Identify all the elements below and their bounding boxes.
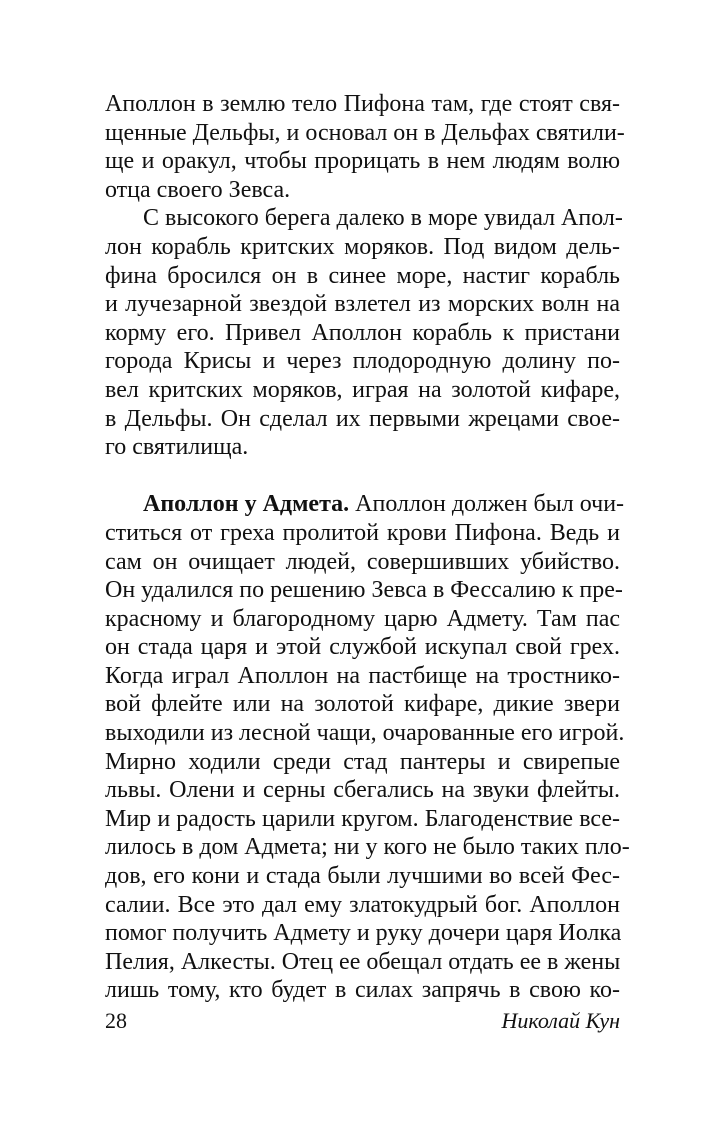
text-line: вой флейте или на золотой кифаре, дикие звери [105, 691, 620, 718]
text-line: Пелия, Алкесты. Отец ее обещал отдать ее в жены [105, 948, 621, 975]
text-line: фина бросился он в синее море, настиг корабль [105, 262, 620, 289]
paragraph-1 [105, 90, 625, 204]
section-gap [105, 462, 620, 491]
paragraph-2 [105, 204, 623, 461]
text-line: С высокого берега далеко в море увидал Апол- [143, 205, 623, 232]
text-line: корму его. Привел Аполлон корабль к пристани [105, 319, 620, 346]
text-line: лон корабль критских моряков. Под видом дель- [105, 233, 620, 260]
text-line: выходили из лесной чащи, очарованные его игрой. [105, 720, 625, 747]
text-line: в Дельфы. Он сделал их первыми жрецами свое- [105, 405, 620, 432]
heading-line-rest: Аполлон должен был очи- [349, 491, 625, 518]
text-line: Когда играл Аполлон на пастбище на тростнико- [105, 662, 620, 689]
running-footer-author: Николай Кун [501, 1008, 620, 1033]
page-footer [105, 1008, 620, 1038]
text-line: лишь тому, кто будет в силах запрячь в свою ко- [105, 977, 620, 1004]
text-line: Мирно ходили среди стад пантеры и свирепые [105, 748, 620, 775]
text-line: ститься от греха пролитой крови Пифона. Ведь и [105, 519, 620, 546]
page-body [105, 90, 630, 1005]
text-line: дов, его кони и стада были лучшими во всей Фес- [105, 863, 620, 890]
text-line: красному и благородному царю Адмету. Там пас [105, 605, 620, 632]
text-line: го святилища. [105, 434, 249, 461]
page-number: 28 [105, 1008, 127, 1033]
text-line [105, 490, 625, 519]
text-line: ще и оракул, чтобы прорицать в нем людям волю [105, 148, 620, 175]
paragraph-3 [105, 490, 630, 1005]
text-line: помог получить Адмету и руку дочери царя Иолка [105, 920, 622, 947]
text-line: города Крисы и через плодородную долину по- [105, 348, 620, 375]
text-line: салии. Все это дал ему златокудрый бог. Аполлон [105, 891, 620, 918]
text-line: вел критских моряков, играя на золотой кифаре, [105, 376, 620, 403]
section-heading: Аполлон у Адмета. [143, 491, 350, 518]
text-line: лилось в дом Адмета; ни у кого не было таких пло- [105, 834, 630, 861]
text-line: Аполлон в землю тело Пифона там, где стоят свя- [105, 91, 620, 117]
text-line: и лучезарной звездой взлетел из морских волн на [105, 291, 620, 318]
text-line: Мир и радость царили кругом. Благоденствие все- [105, 805, 620, 832]
text-line: сам он очищает людей, совершивших убийство. [105, 548, 620, 575]
text-line: отца своего Зевса. [105, 176, 291, 203]
text-line: щенные Дельфы, и основал он в Дельфах святили- [105, 119, 625, 146]
text-line: львы. Олени и серны сбегались на звуки флейты. [105, 777, 620, 804]
text-line: Он удалился по решению Зевса в Фессалию к пре- [105, 577, 623, 604]
text-line: он стада царя и этой службой искупал свой грех. [105, 634, 620, 661]
